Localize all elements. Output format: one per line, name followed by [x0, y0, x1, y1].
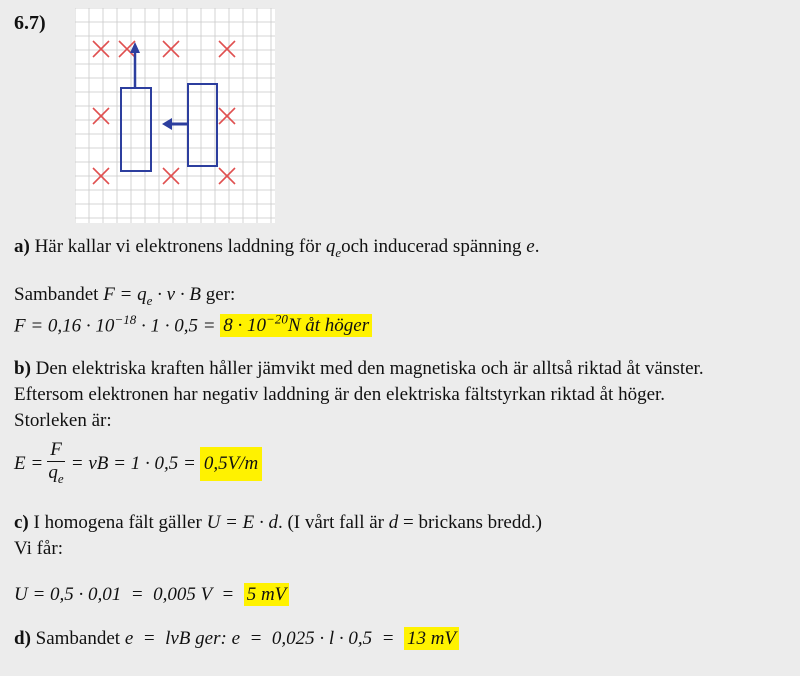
part-c-line1 [14, 512, 542, 534]
part-b-line3: Storleken är: [14, 410, 112, 431]
part-d-text: Sambandet [30, 628, 125, 649]
force-calculation [14, 312, 372, 337]
fraction [47, 439, 65, 490]
fraction-denominator [47, 462, 65, 490]
eq-lhs: E = [14, 453, 44, 474]
part-c-text2: . (I vårt fall är [277, 512, 389, 533]
part-c-line2: Vi får: [14, 538, 63, 559]
emf-formula: e = lvB ger: e = 0,025 · l · 0,5 = [124, 628, 404, 649]
voltage-symbol: e [526, 236, 535, 257]
sambandet-text: Sambandet [14, 284, 104, 305]
part-b-text1: Den elektriska kraften håller jämvikt med den magnetiska och är alltså riktad åt vänster. [30, 358, 704, 379]
part-d-label: d) [14, 628, 31, 649]
part-c-label: c) [14, 512, 29, 533]
emf-answer: 13 mV [404, 627, 459, 650]
part-c-text1: I homogena fält gäller [28, 512, 207, 533]
voltage-answer: 5 mV [244, 583, 290, 606]
ans-a-pre: 8 · 10 [223, 315, 267, 337]
charge-symbol: q [325, 236, 336, 257]
calc-a-exp: −18 [114, 312, 137, 327]
calc-a-lhs: F = 0,16 · 10 [14, 315, 115, 337]
calc-c: U = 0,5 · 0,01 = 0,005 V = [14, 584, 244, 605]
exercise-number: 6.7) [14, 12, 46, 34]
figure-background [75, 8, 275, 223]
part-c-text3: = brickans bredd.) [398, 512, 542, 533]
part-a-line [14, 236, 539, 261]
force-formula: F = q [103, 284, 147, 305]
sambandet-line [14, 284, 235, 309]
ans-a-post: N åt höger [287, 315, 370, 337]
denominator-symbol: q [48, 461, 58, 483]
part-d-line [14, 628, 459, 650]
field-strength-answer: 0,5V/m [200, 447, 262, 481]
ans-a-exp: −20 [266, 312, 288, 327]
voltage-formula: U = E · d [206, 512, 278, 533]
part-a-label: a) [14, 236, 30, 257]
charge-subscript: e [335, 244, 342, 260]
part-b-line1 [14, 358, 704, 380]
part-a-end: . [534, 236, 540, 257]
magnetic-field-figure [75, 8, 275, 223]
voltage-calculation [14, 584, 289, 606]
part-a-text2: och inducerad spänning [341, 236, 527, 257]
force-answer [220, 314, 372, 337]
field-strength-equation [14, 436, 262, 492]
eq-rest: = vB = 1 · 0,5 = [70, 453, 196, 474]
calc-a-mid: · 1 · 0,5 = [136, 315, 221, 337]
part-b-label: b) [14, 358, 31, 379]
force-formula-rest: · v · B [152, 284, 201, 305]
part-b-line2: Eftersom elektronen har negativ laddning är den elektriska fältstyrkan riktad åt höger. [14, 384, 666, 405]
force-formula-sub: e [146, 292, 153, 308]
part-a-text1: Här kallar vi elektronens laddning för [29, 236, 326, 257]
ger-text: ger: [200, 284, 236, 305]
fraction-numerator: F [47, 439, 65, 462]
d-symbol: d [388, 512, 399, 533]
denominator-sub: e [57, 470, 64, 486]
